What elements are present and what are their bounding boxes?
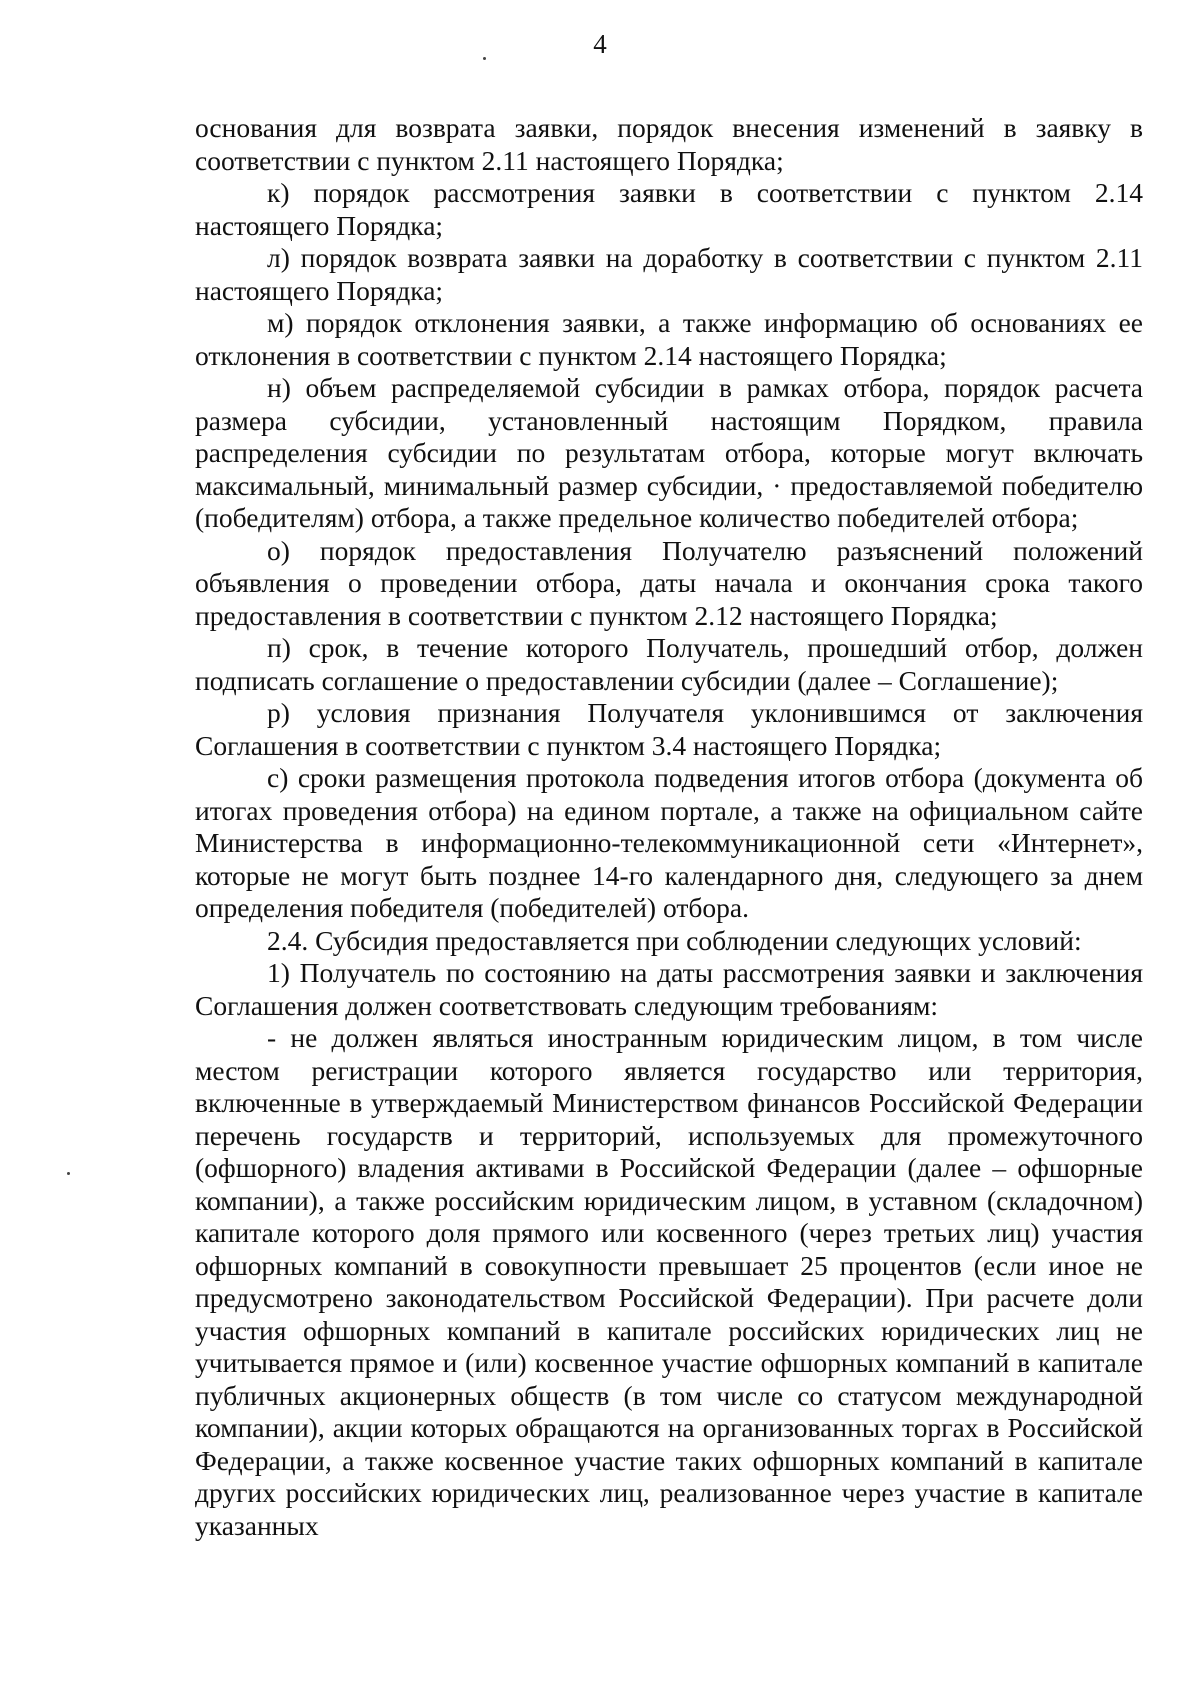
paragraph-item-o: о) порядок предоставления Получателю разъяснений положений объявления о проведении отбора, даты начала и окончания срока такого предоставления в соответствии с пунктом 2.12 настоящего Порядка; <box>195 534 1143 631</box>
document-body <box>195 112 1143 1542</box>
paragraph-section-2-4: 2.4. Субсидия предоставляется при соблюдении следующих условий: <box>267 924 1082 956</box>
paragraph-item-p: п) срок, в течение которого Получатель, прошедший отбор, должен подписать соглашение о предоставлении субсидии (далее – Соглашение); <box>195 632 1143 696</box>
paragraph-condition-1: 1) Получатель по состоянию на даты рассмотрения заявки и заключения Соглашения должен соответствовать следующим требованиям: <box>195 957 1143 1021</box>
scan-speck <box>67 1172 70 1175</box>
paragraph-item-k: к) порядок рассмотрения заявки в соответствии с пунктом 2.14 настоящего Порядка; <box>195 177 1143 241</box>
paragraph-item-m: м) порядок отклонения заявки, а также информацию об основаниях ее отклонения в соответствии с пунктом 2.14 настоящего Порядка; <box>195 307 1143 371</box>
paragraph-item-l: л) порядок возврата заявки на доработку в соответствии с пунктом 2.11 настоящего Порядка; <box>195 242 1143 306</box>
paragraph-item-r: р) условия признания Получателя уклонившимся от заключения Соглашения в соответствии с пунктом 3.4 настоящего Порядка; <box>195 697 1143 761</box>
page-number: 4 <box>593 29 607 59</box>
scan-speck <box>483 57 486 60</box>
paragraph-item-n: н) объем распределяемой субсидии в рамках отбора, порядок расчета размера субсидии, установленный настоящим Порядком, правила распределения субсидии по результатам отбора, которые могут включать максимальный, минимальный размер субсидии, · предоставляемой победителю (победителям) отбора, а также предельное количество победителей отбора; <box>195 372 1143 533</box>
paragraph-continuation: основания для возврата заявки, порядок внесения изменений в заявку в соответствии с пунктом 2.11 настоящего Порядка; <box>195 112 1143 176</box>
paragraph-item-s: с) сроки размещения протокола подведения итогов отбора (документа об итогах проведения отбора) на едином портале, а также на официальном сайте Министерства в информационно-телекоммуникационной сети «Интернет», которые не могут быть позднее 14-го календарного дня, следующего за днем определения победителя (победителей) отбора. <box>195 762 1143 923</box>
paragraph-requirement-offshore: - не должен являться иностранным юридическим лицом, в том числе местом регистрации которого является государство или территория, включенные в утверждаемый Министерством финансов Российской Федерации перечень государств и территорий, используемых для промежуточного (офшорного) владения активами в Российской Федерации (далее – офшорные компании), а также российским юридическим лицом, в уставном (складочном) капитале которого доля прямого или косвенного (через третьих лиц) участия офшорных компаний в совокупности превышает 25 процентов (если иное не предусмотрено законодательством Российской Федерации). При расчете доли участия офшорных компаний в капитале российских юридических лиц не учитывается прямое и (или) косвенное участие офшорных компаний в капитале публичных акционерных обществ (в том числе со статусом международной компании), акции которых обращаются на организованных торгах в Российской Федерации, а также косвенное участие таких офшорных компаний в капитале других российских юридических лиц, реализованное через участие в капитале указанных <box>195 1022 1143 1541</box>
